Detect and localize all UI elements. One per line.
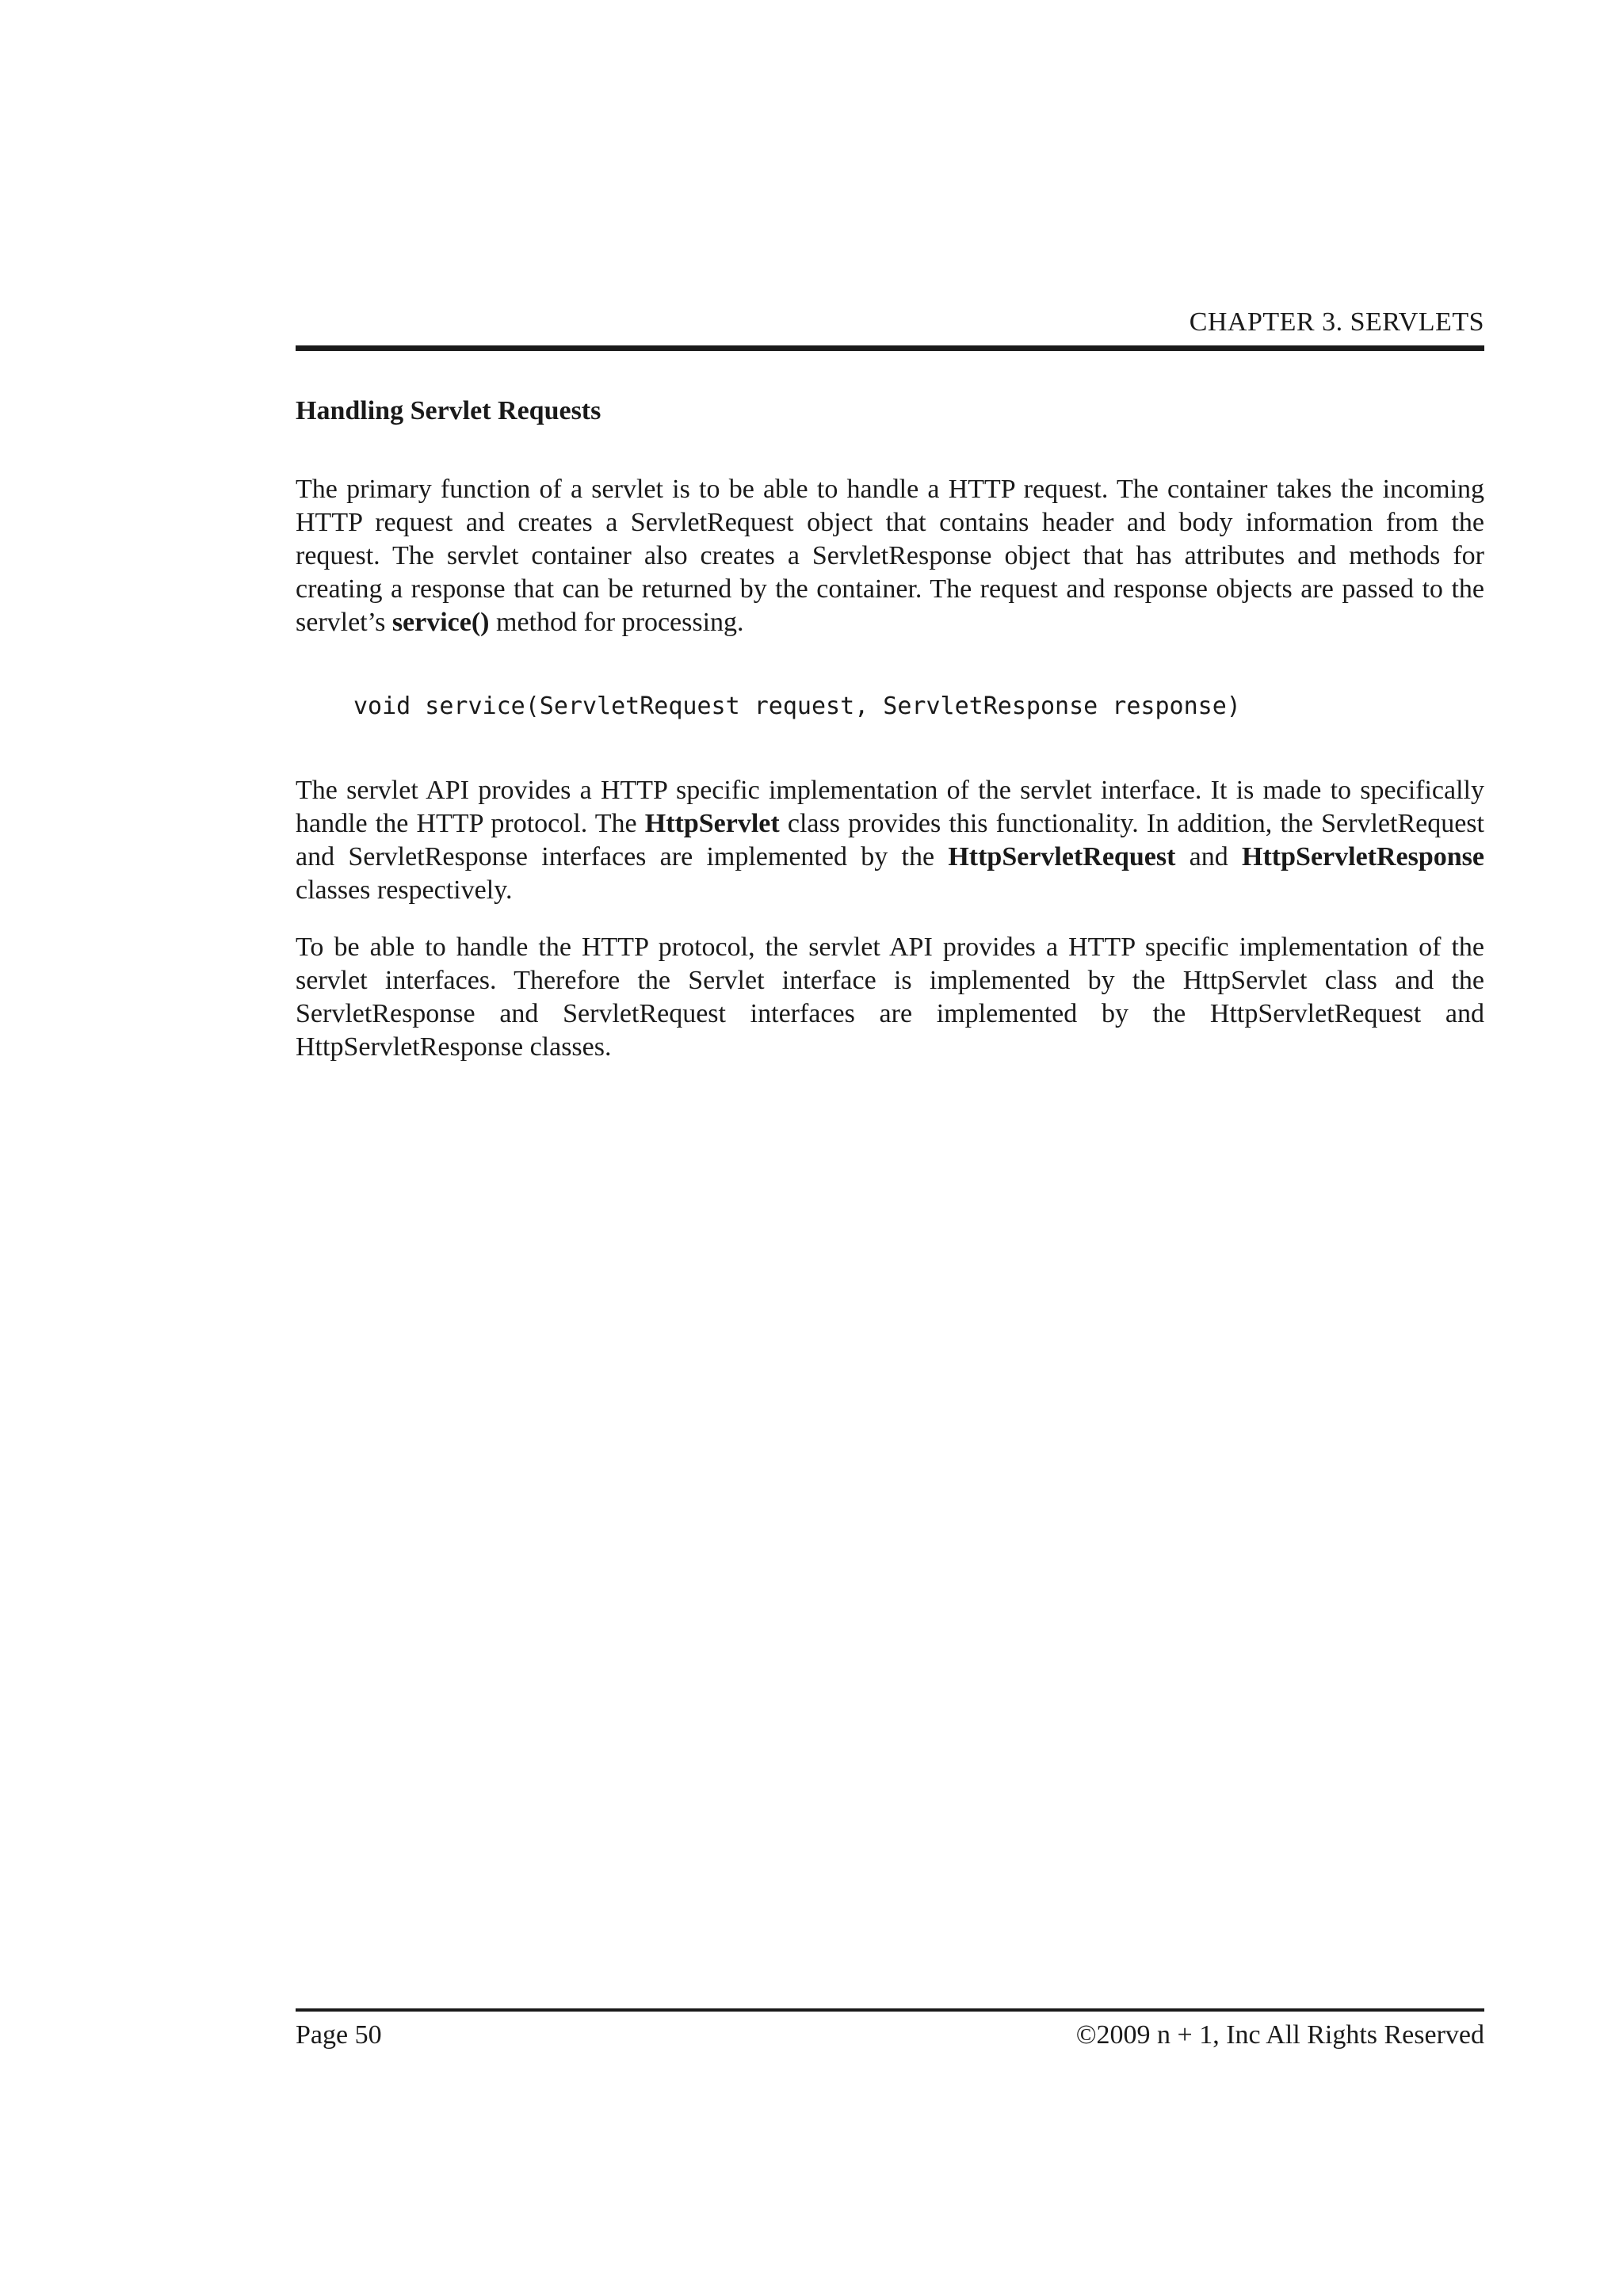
paragraph-primary-function: [296, 473, 1484, 639]
section-title: Handling Servlet Requests: [296, 396, 601, 425]
para2-bold-httpservlet: HttpServlet: [644, 809, 780, 838]
para1-text-2: method for processing.: [489, 608, 744, 637]
para2-text-4: classes respectively.: [296, 875, 513, 905]
running-head: CHAPTER 3. SERVLETS: [1189, 307, 1484, 337]
page-number: Page 50: [296, 2020, 382, 2050]
header-rule: [296, 345, 1484, 351]
para2-bold-httpservletrequest: HttpServletRequest: [948, 842, 1176, 871]
para1-text-1: The primary function of a servlet is to be able to handle a HTTP request. The container takes the incoming HTTP request and creates a ServletRequest object that contains header and body information from the request. The servlet container also creates a ServletResponse object that has attributes and methods for creating a response that can be returned by the container. The request and response objects are passed to the servlet’s: [296, 475, 1484, 637]
para2-text-2: class provides this functionality. In addition, the ServletRequest and ServletResponse interfaces are implemented by the: [296, 809, 1484, 871]
copyright-notice: ©2009 n + 1, Inc All Rights Reserved: [1075, 2020, 1484, 2050]
paragraph-http-servlet: [296, 774, 1484, 907]
code-snippet-service: void service(ServletRequest request, ServletResponse response): [353, 692, 1241, 720]
document-page: [296, 0, 1484, 2296]
para2-text-1: The servlet API provides a HTTP specific implementation of the servlet interface. It is made to specifically handle the HTTP protocol. The: [296, 776, 1484, 838]
footer-rule: [296, 2008, 1484, 2012]
para2-text-3: and: [1175, 842, 1243, 871]
para2-bold-httpservletresponse: HttpServletResponse: [1242, 842, 1484, 871]
paragraph-http-protocol: To be able to handle the HTTP protocol, the servlet API provides a HTTP specific implementation of the servlet interfaces. Therefore the Servlet interface is implemented by the HttpServlet class and the ServletResponse and ServletRequest interfaces are implemented by the HttpServletRequest and HttpServletResponse classes.: [296, 933, 1484, 1062]
para1-bold-service: service(): [391, 608, 490, 637]
